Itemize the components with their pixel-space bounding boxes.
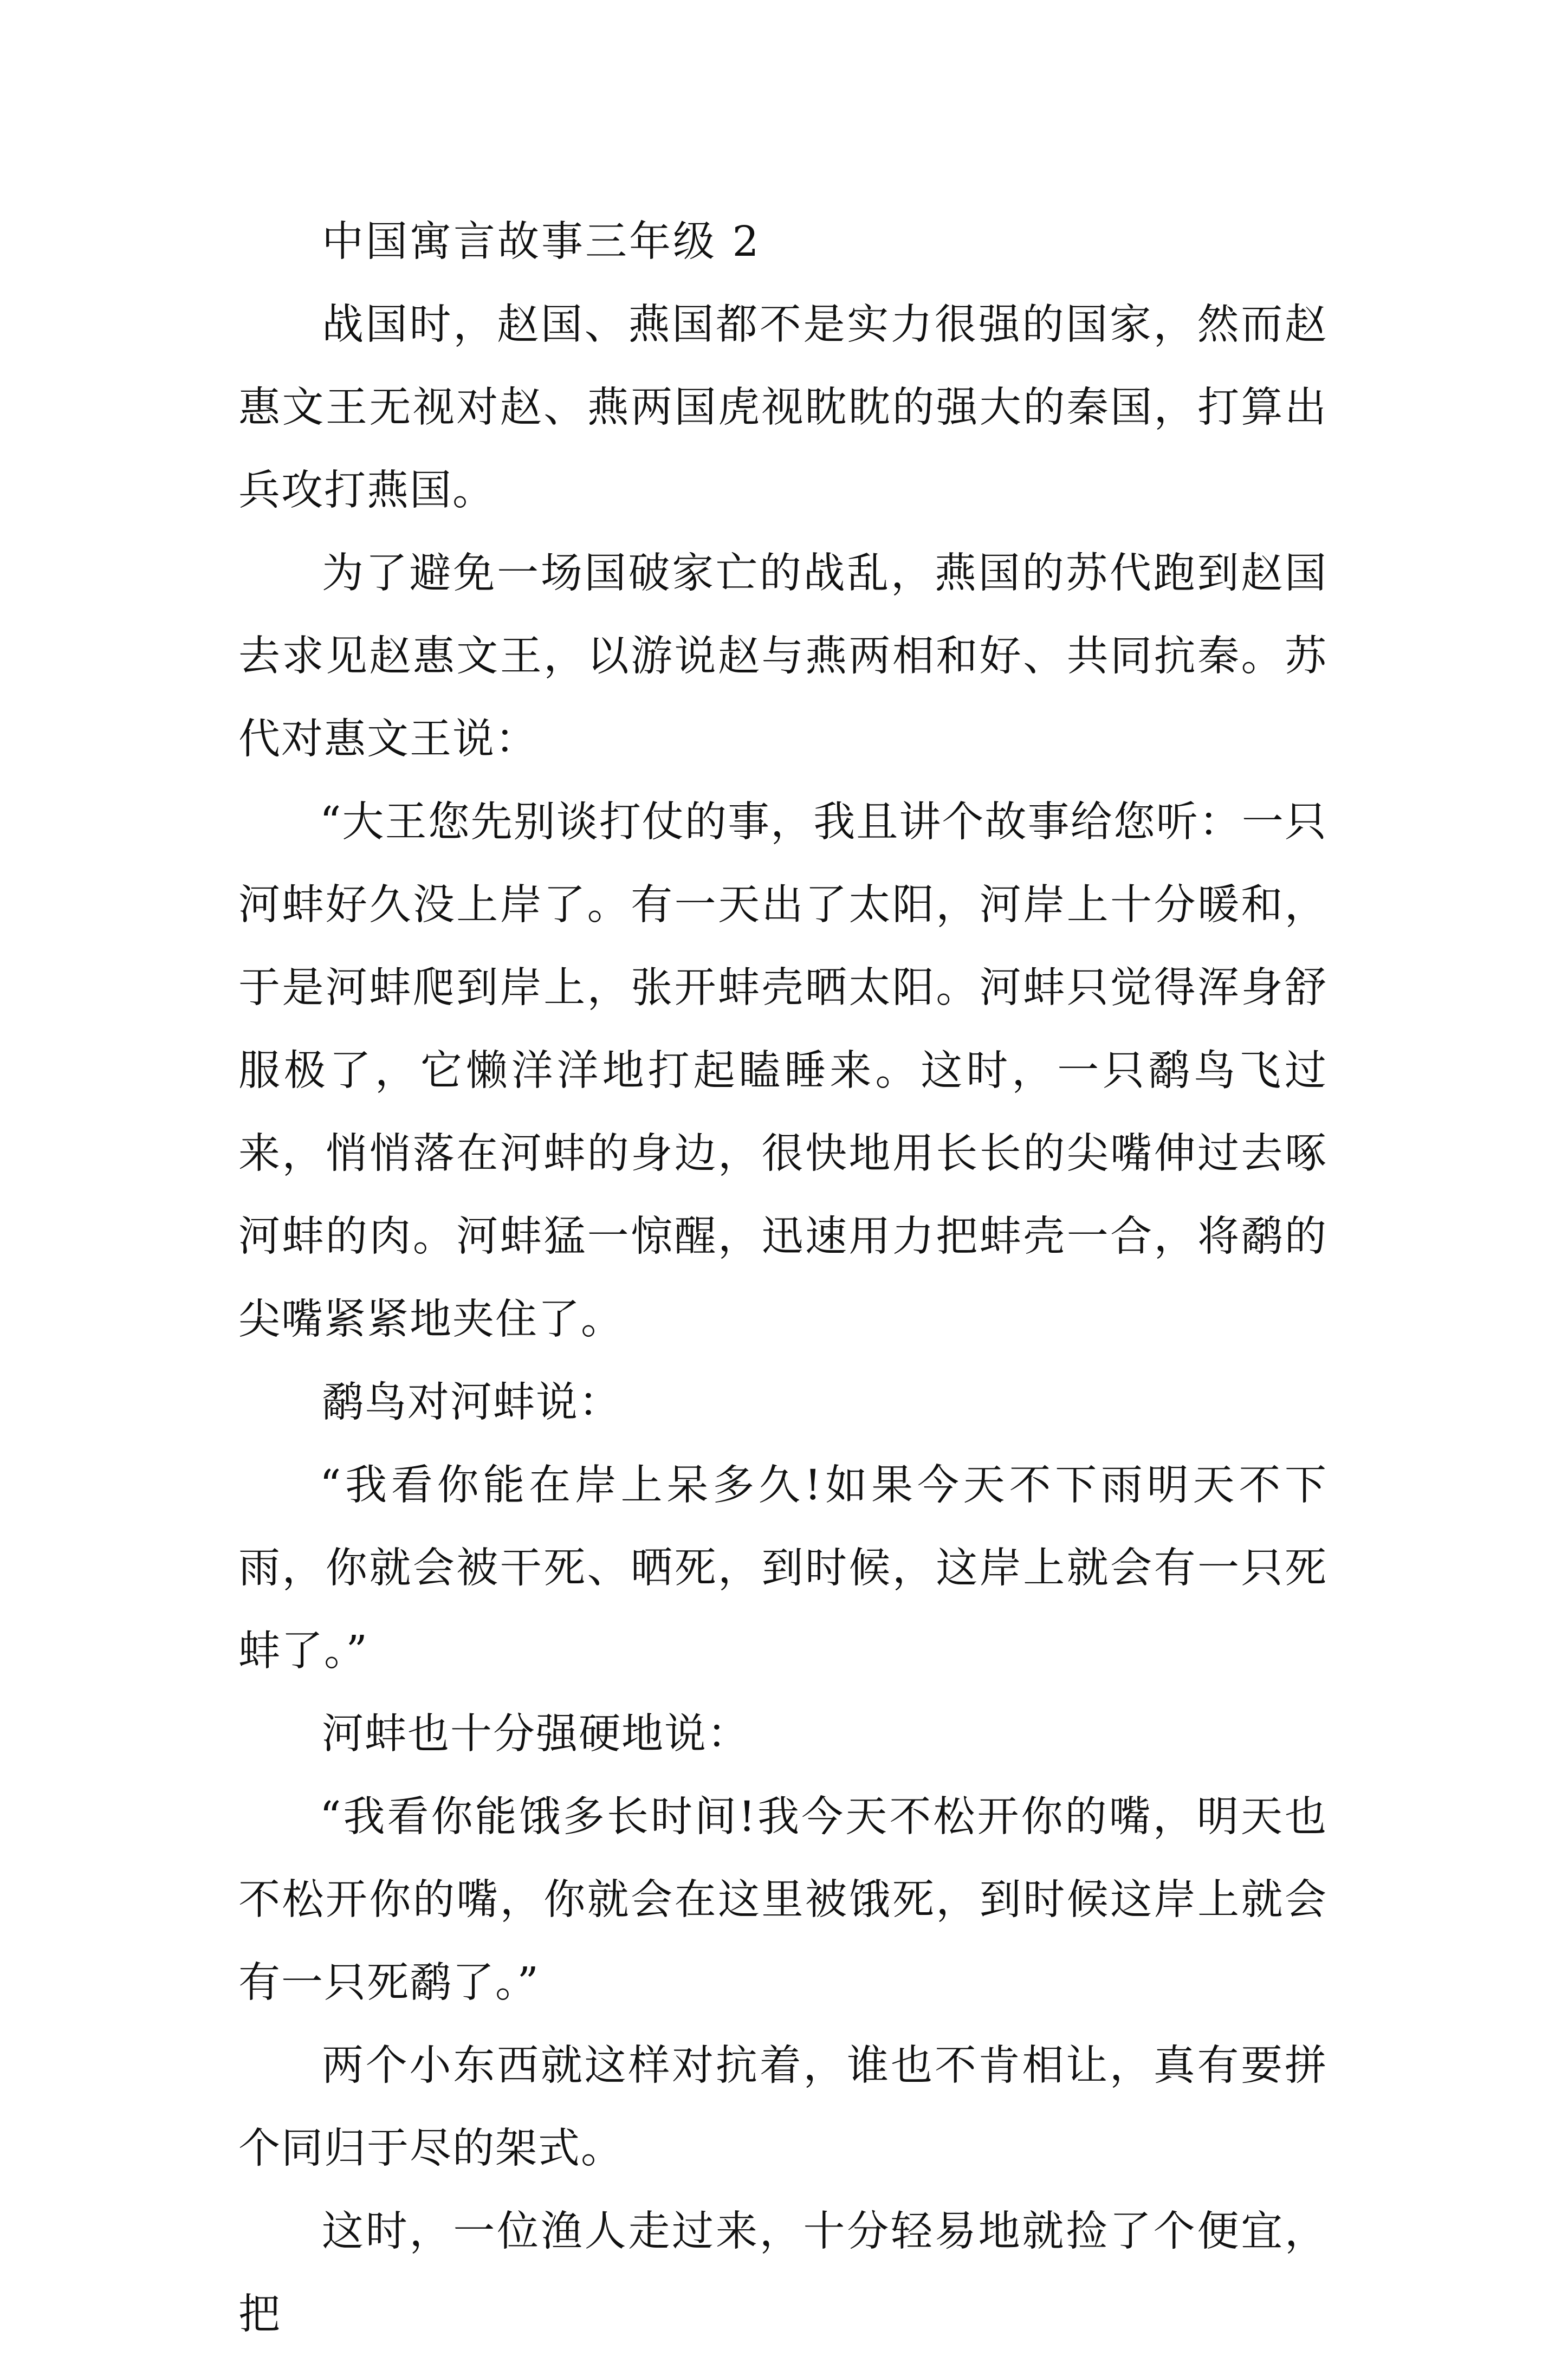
paragraph: 为了避免一场国破家亡的战乱，燕国的苏代跑到赵国去求见赵惠文王，以游说赵与燕两相和好、共同抗秦。苏代对惠文王说： — [238, 549, 1327, 763]
paragraph: “我看你能饿多长时间!我今天不松开你的嘴，明天也不松开你的嘴，你就会在这里被饿死，到时候这岸上就会有一只死鹬了。” — [238, 1793, 1327, 2007]
paragraph: 战国时，赵国、燕国都不是实力很强的国家，然而赵惠文王无视对赵、燕两国虎视眈眈的强大的秦国，打算出兵攻打燕国。 — [238, 301, 1327, 515]
document-title: 中国寓言故事三年级 2 — [322, 218, 761, 266]
paragraph: 鹬鸟对河蚌说： — [322, 1378, 621, 1427]
paragraph: “我看你能在岸上呆多久!如果今天不下雨明天不下雨，你就会被干死、晒死，到时候，这岸上就会有一只死蚌了。” — [238, 1461, 1327, 1675]
paragraph: “大王您先别谈打仗的事，我且讲个故事给您听：一只河蚌好久没上岸了。有一天出了太阳，河岸上十分暖和，于是河蚌爬到岸上，张开蚌壳晒太阳。河蚌只觉得浑身舒服极了，它懒洋洋地打起瞌睡来。这时，一只鹬鸟飞过来，悄悄落在河蚌的身边，很快地用长长的尖嘴伸过去啄河蚌的肉。河蚌猛一惊醒，迅速用力把蚌壳一合，将鹬的尖嘴紧紧地夹住了。 — [238, 798, 1327, 1344]
paragraph: 河蚌也十分强硬地说： — [322, 1710, 750, 1758]
paragraph: 两个小东西就这样对抗着，谁也不肯相让，真有要拼个同归于尽的架式。 — [238, 2042, 1327, 2173]
document-body — [238, 200, 1327, 2356]
paragraph: 这时，一位渔人走过来，十分轻易地就捡了个便宜，把 — [238, 2208, 1327, 2339]
